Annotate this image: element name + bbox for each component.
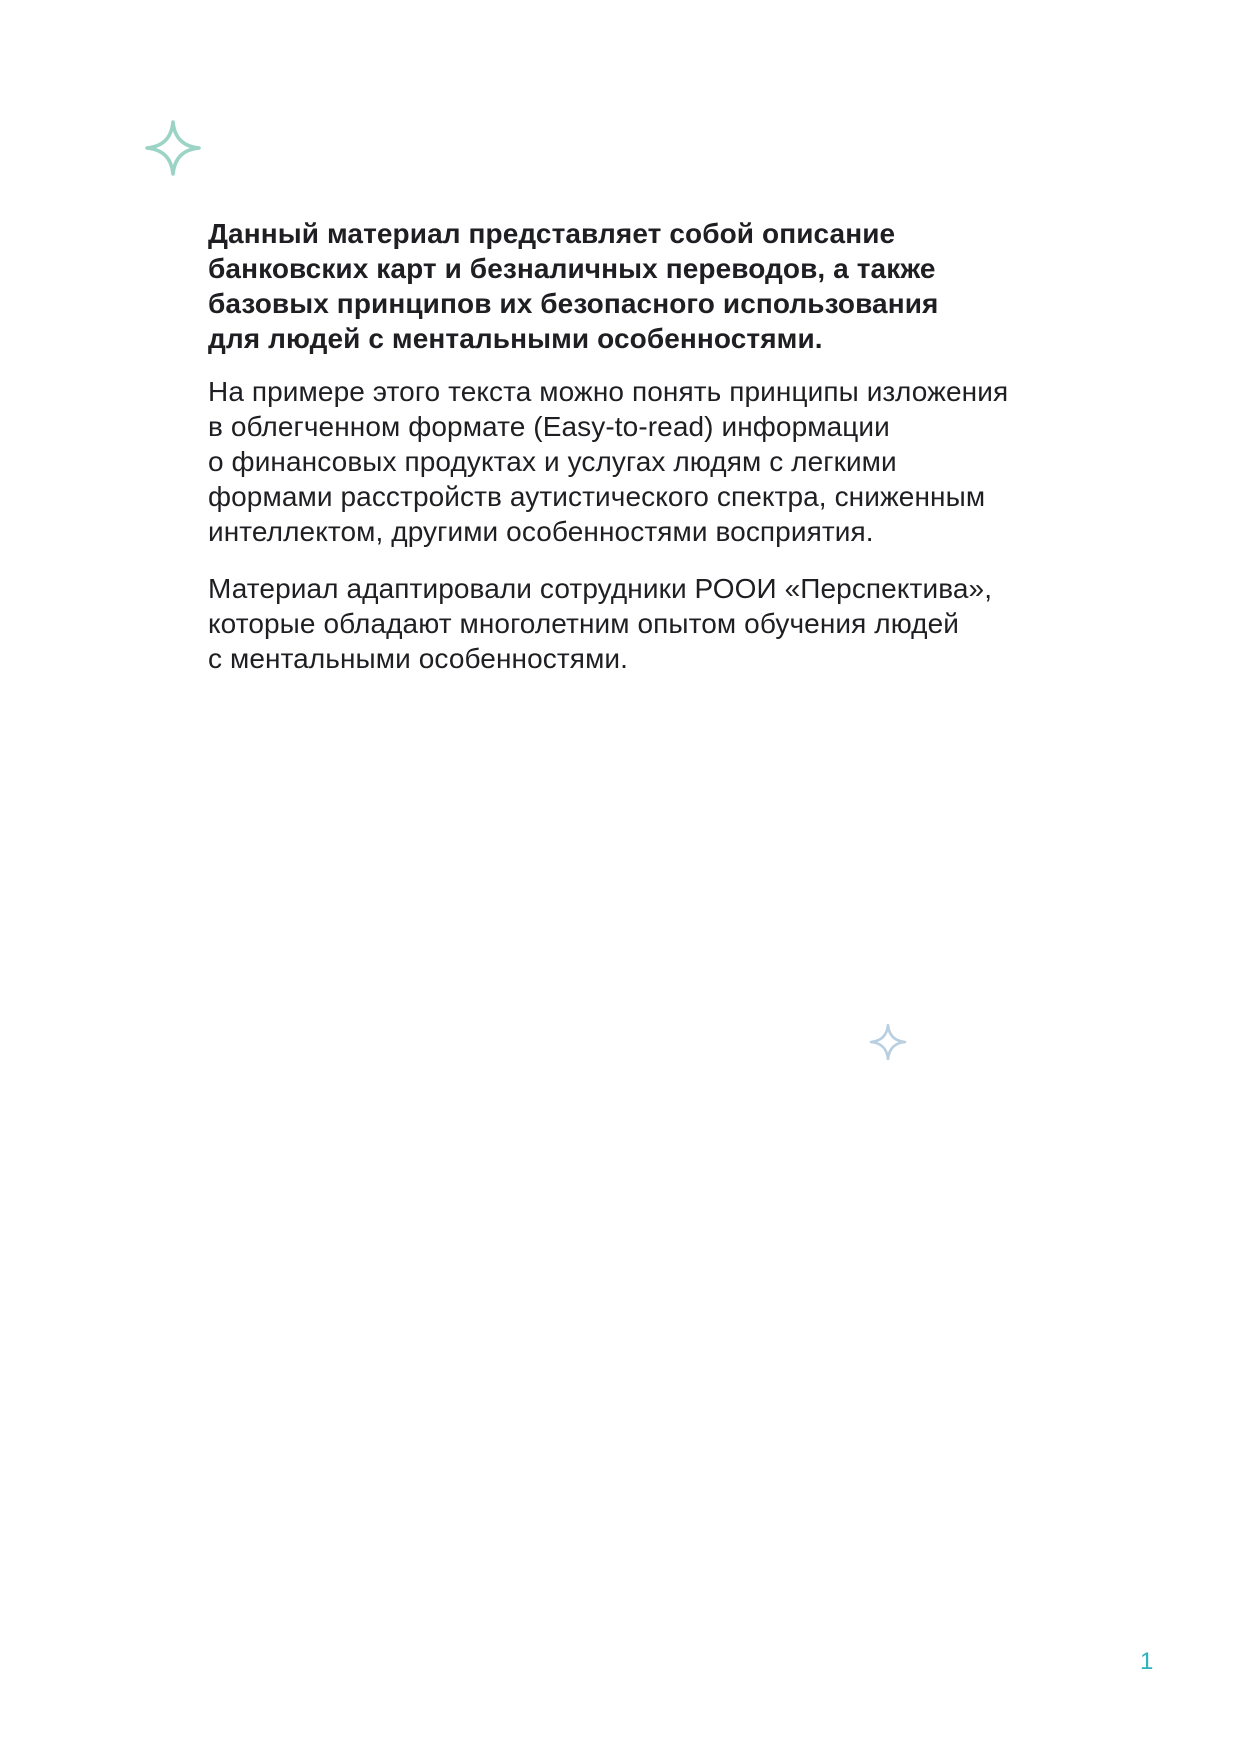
intro-line: банковских карт и безналичных переводов, а также (208, 253, 936, 284)
intro-line: для людей с ментальными особенностями. (208, 323, 823, 354)
sparkle-star-small-shape (871, 1025, 905, 1059)
paragraph-line: о финансовых продуктах и услугах людям с легкими (208, 446, 897, 477)
sparkle-star-icon (869, 1023, 907, 1061)
intro-line: базовых принципов их безопасного использования (208, 288, 939, 319)
content-block (208, 216, 1088, 698)
sparkle-star-icon (143, 118, 203, 178)
paragraph-line: формами расстройств аутистического спектра, сниженным (208, 481, 986, 512)
intro-line: Данный материал представляет собой описание (208, 218, 896, 249)
paragraph-line: На примере этого текста можно понять принципы изложения (208, 376, 1009, 407)
paragraph-line: в облегченном формате (Easy-to-read) информации (208, 411, 890, 442)
paragraph-line: с ментальными особенностями. (208, 643, 629, 674)
paragraph-line: Материал адаптировали сотрудники РООИ «Перспектива», (208, 573, 993, 604)
paragraph-line: интеллектом, другими особенностями восприятия. (208, 516, 874, 547)
authors-paragraph (208, 571, 1088, 676)
paragraph-line: которые обладают многолетним опытом обучения людей (208, 608, 960, 639)
sparkle-star-large-shape (147, 122, 199, 174)
intro-paragraph (208, 216, 1088, 356)
page-number: 1 (1140, 1648, 1154, 1675)
easy-to-read-paragraph (208, 374, 1088, 549)
